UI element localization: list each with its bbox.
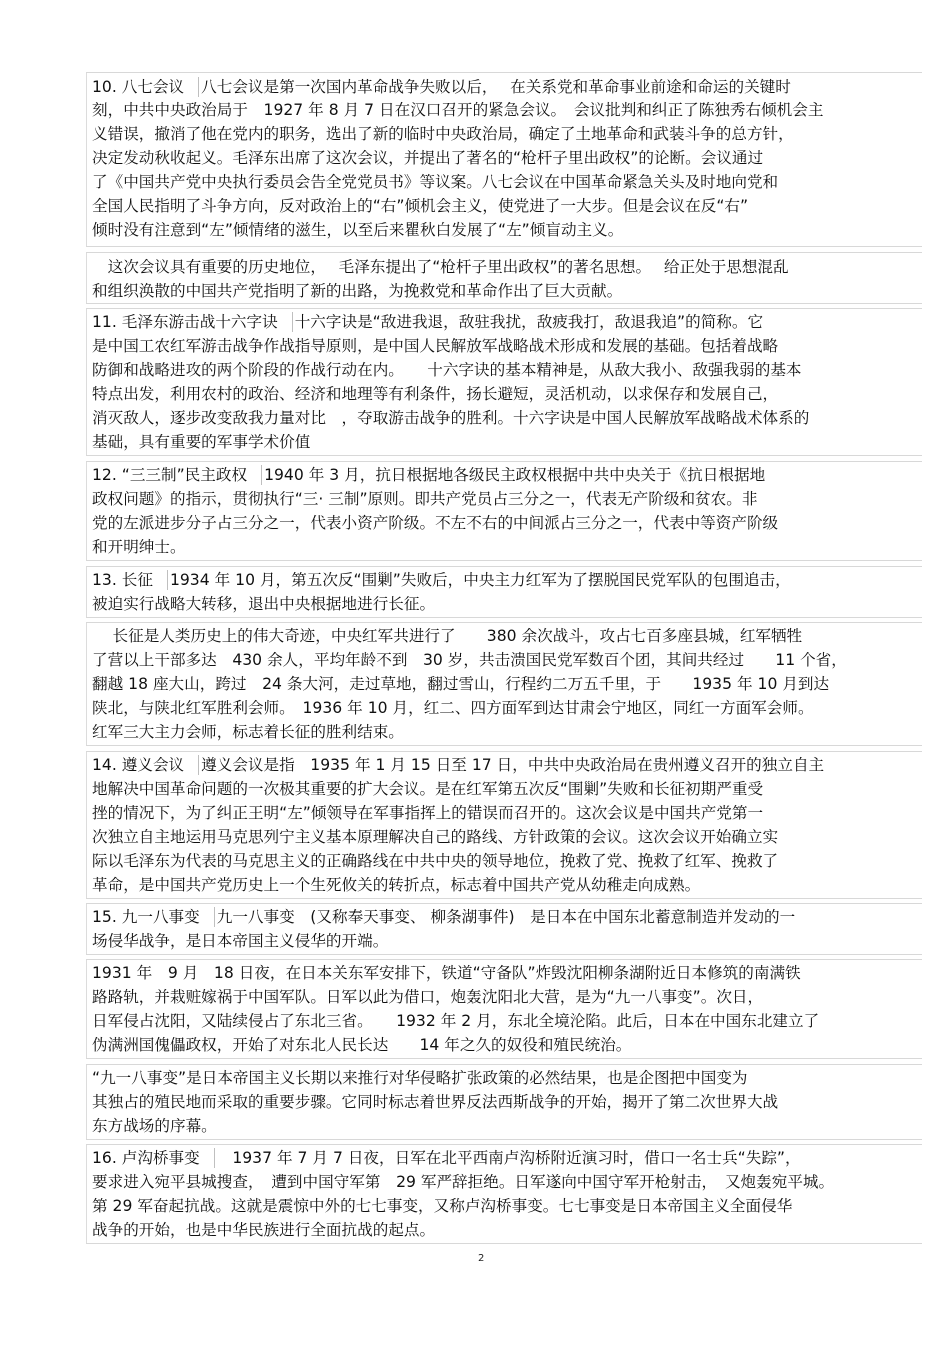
text-line: 消灭敌人，逐步改变敌我力量对比 ，夺取游击战争的胜利。十六字诀是中国人民解放军战略战术体系的 [92, 409, 810, 427]
section-15-paragraph-2 [86, 959, 922, 1059]
text-line: 路路轨，并栽赃嫁祸于中国军队。日军以此为借口，炮轰沈阳北大营，是为“九一八事变”。次日， [92, 988, 764, 1006]
text-line: 15. 九一八事变 九一八事变 (又称奉天事变、 柳条湖事件) 是日本在中国东北蓄意制造并发动的一 [92, 908, 796, 926]
text-line: 红军三大主力会师，标志着长征的胜利结束。 [92, 723, 404, 741]
text-line: 10. 八七会议 八七会议是第一次国内革命战争失败以后， 在关系党和革命事业前途和命运的关键时 [92, 78, 791, 96]
text-line: 东方战场的序幕。 [92, 1117, 217, 1135]
text-line: 11. 毛泽东游击战十六字诀 十六字诀是“敌进我退，敌驻我扰，敌疲我打，敌退我追”的简称。它 [92, 313, 764, 331]
text-line: 翻越 18 座大山，跨过 24 条大河，走过草地，翻过雪山，行程约二万五千里，于 1935 年 10 月到达 [92, 675, 830, 693]
section-16-marco-polo-bridge-incident [86, 1144, 922, 1244]
text-line: 刻，中共中央政治局于 1927 年 8 月 7 日在汉口召开的紧急会议。 会议批判和纠正了陈独秀右倾机会主 [92, 101, 824, 119]
page-number: 2 [478, 1253, 485, 1264]
text-line: 政权问题》的指示，贯彻执行“三· 三制”原则。即共产党员占三分之一，代表无产阶级和贫农。非 [92, 490, 758, 508]
text-line: 战争的开始，也是中华民族进行全面抗战的起点。 [92, 1221, 436, 1239]
text-line: 党的左派进步分子占三分之一，代表小资产阶级。不左不右的中间派占三分之一，代表中等资产阶级 [92, 514, 779, 532]
text-line: 防御和战略进攻的两个阶段的作战行动在内。 十六字诀的基本精神是，从敌大我小、敌强我弱的基本 [92, 361, 802, 379]
text-line: 12. “三三制”民主政权 1940 年 3 月，抗日根据地各级民主政权根据中共中央关于《抗日根据地 [92, 466, 766, 484]
text-line: 倾时没有注意到“左”倾情绪的滋生，以至后来瞿秋白发展了“左”倾盲动主义。 [92, 221, 624, 239]
text-line: 第 29 军奋起抗战。这就是震惊中外的七七事变，又称卢沟桥事变。七七事变是日本帝国主义全面侵华 [92, 1197, 793, 1215]
term-heading: 12. “三三制”民主政权 [92, 465, 262, 485]
term-heading: 11. 毛泽东游击战十六字诀 [92, 312, 293, 332]
text-line: 次独立自主地运用马克思列宁主义基本原理解决自己的路线、方针政策的会议。这次会议开始确立实 [92, 828, 779, 846]
text-line: 全国人民指明了斗争方向，反对政治上的“右”倾机会主义，使党进了一大步。但是会议在反“右” [92, 197, 749, 215]
text-line: 被迫实行战略大转移，退出中央根据地进行长征。 [92, 595, 436, 613]
section-13-paragraph-2 [86, 622, 922, 746]
section-12-three-thirds-system [86, 461, 922, 561]
term-heading: 15. 九一八事变 [92, 907, 215, 927]
text-line: 长征是人类历史上的伟大奇迹，中央红军共进行了 380 余次战斗，攻占七百多座县城，红军牺牲 [92, 627, 803, 645]
text-line: 1931 年 9 月 18 日夜，在日本关东军安排下，铁道“守备队”炸毁沈阳柳条湖附近日本修筑的南满铁 [92, 964, 801, 982]
text-line: 基础，具有重要的军事学术价值 [92, 433, 311, 451]
text-line: 决定发动秋收起义。毛泽东出席了这次会议，并提出了著名的“枪杆子里出政权”的论断。会议通过 [92, 149, 764, 167]
text-line: 其独占的殖民地而采取的重要步骤。它同时标志着世界反法西斯战争的开始，揭开了第二次世界大战 [92, 1093, 779, 1111]
text-line: 这次会议具有重要的历史地位， 毛泽东提出了“枪杆子里出政权”的著名思想。 给正处于思想混乱 [92, 258, 789, 276]
term-heading: 13. 长征 [92, 570, 168, 590]
text-line: 和开明绅士。 [92, 538, 186, 556]
text-line: 日军侵占沈阳，又陆续侵占了东北三省。 1932 年 2 月，东北全境沦陷。此后，日本在中国东北建立了 [92, 1012, 820, 1030]
text-line: 了营以上干部多达 430 余人，平均年龄不到 30 岁，共击溃国民党军数百个团，其间共经过 11 个省， [92, 651, 847, 669]
text-line: 特点出发，利用农村的政治、经济和地理等有利条件，扬长避短，灵活机动，以求保存和发展自己， [92, 385, 779, 403]
text-line: “九一八事变”是日本帝国主义长期以来推行对华侵略扩张政策的必然结果，也是企图把中国变为 [92, 1069, 748, 1087]
section-15-mukden-incident [86, 903, 922, 955]
section-11-sixteen-character-formula [86, 308, 922, 456]
text-line: 了《中国共产党中央执行委员会告全党党员书》等议案。八七会议在中国革命紧急关头及时地向党和 [92, 173, 779, 191]
section-13-long-march [86, 566, 922, 618]
term-heading: 14. 遵义会议 [92, 755, 199, 775]
text-line: 和组织涣散的中国共产党指明了新的出路，为挽救党和革命作出了巨大贡献。 [92, 282, 623, 300]
term-heading: 16. 卢沟桥事变 [92, 1148, 215, 1168]
text-line: 陕北，与陕北红军胜利会师。 1936 年 10 月，红二、四方面军到达甘肃会宁地区，同红一方面军会师。 [92, 699, 814, 717]
section-15-paragraph-3 [86, 1064, 922, 1140]
text-line: 是中国工农红军游击战争作战指导原则，是中国人民解放军战略战术形成和发展的基础。包括着战略 [92, 337, 779, 355]
text-line: 革命，是中国共产党历史上一个生死攸关的转折点，标志着中国共产党从幼稚走向成熟。 [92, 876, 701, 894]
text-line: 挫的情况下，为了纠正王明“左”倾领导在军事指挥上的错误而召开的。这次会议是中国共产党第一 [92, 804, 764, 822]
section-10-paragraph-2 [86, 252, 922, 304]
text-line: 际以毛泽东为代表的马克思主义的正确路线在中共中央的领导地位，挽救了党、挽救了红军、挽救了 [92, 852, 779, 870]
text-line: 地解决中国革命问题的一次极其重要的扩大会议。是在红军第五次反“围剿”失败和长征初期严重受 [92, 780, 764, 798]
text-line: 场侵华战争，是日本帝国主义侵华的开端。 [92, 932, 389, 950]
section-10-baqi-meeting [86, 72, 922, 247]
text-line: 义错误，撤消了他在党内的职务，选出了新的临时中央政治局，确定了土地革命和武装斗争的总方针， [92, 125, 794, 143]
text-line: 16. 卢沟桥事变 1937 年 7 月 7 日夜，日军在北平西南卢沟桥附近演习时，借口一名士兵“失踪”， [92, 1149, 801, 1167]
text-line: 13. 长征 1934 年 10 月，第五次反“围剿”失败后，中央主力红军为了摆脱国民党军队的包围追击， [92, 571, 791, 589]
term-heading: 10. 八七会议 [92, 77, 199, 97]
text-line: 要求进入宛平县城搜查， 遭到中国守军第 29 军严辞拒绝。日军遂向中国守军开枪射击， 又炮轰宛平城。 [92, 1173, 835, 1191]
text-line: 14. 遵义会议 遵义会议是指 1935 年 1 月 15 日至 17 日，中共中央政治局在贵州遵义召开的独立自主 [92, 756, 825, 774]
section-14-zunyi-meeting [86, 751, 922, 899]
text-line: 伪满洲国傀儡政权，开始了对东北人民长达 14 年之久的奴役和殖民统治。 [92, 1036, 632, 1054]
